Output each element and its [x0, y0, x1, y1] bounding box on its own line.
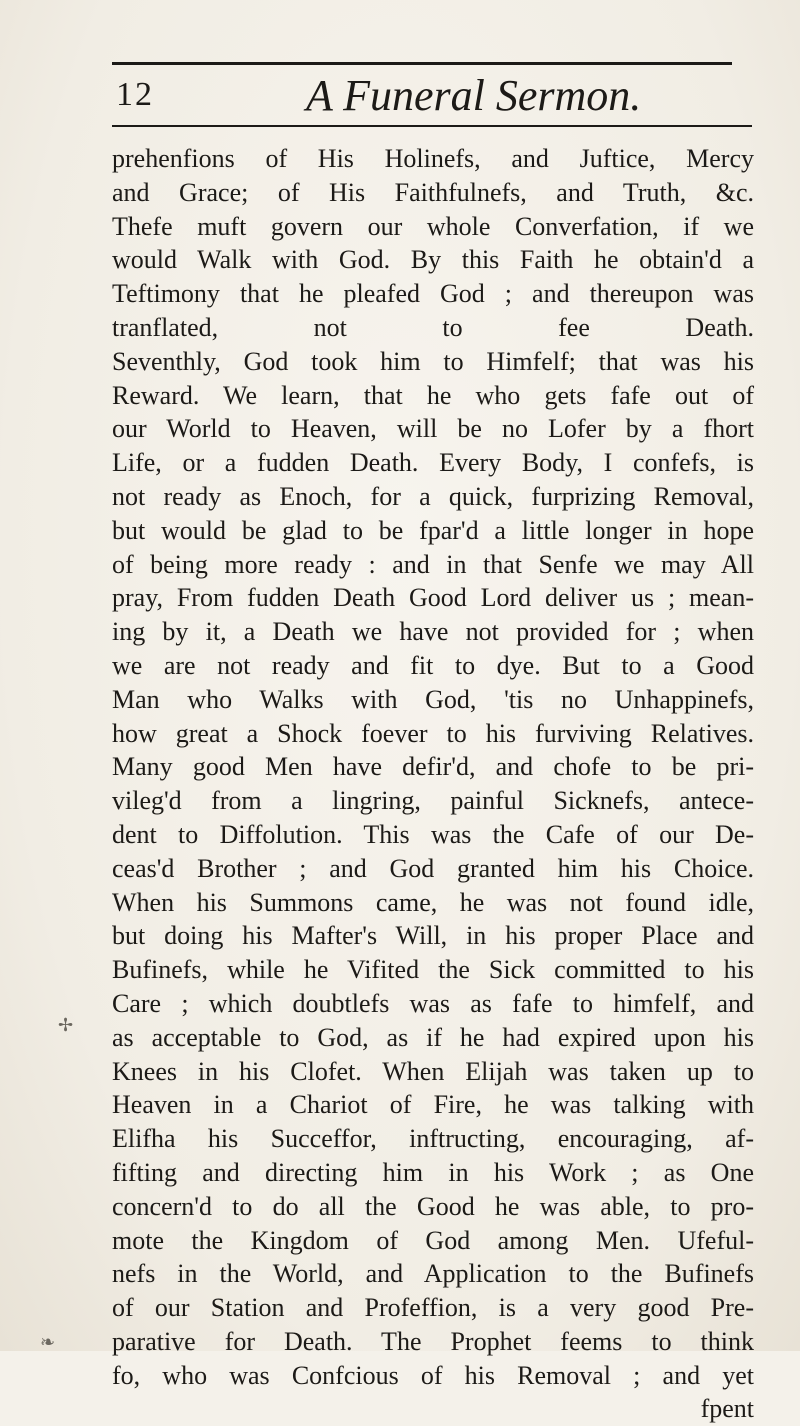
text-line: vileg'd from a lingring, painful Sicknefs, antece-: [112, 786, 754, 816]
text-line: Reward. We learn, that he who gets fafe out of: [112, 380, 754, 410]
text-line: of our Station and Profeffion, is a very good Pre-: [112, 1293, 754, 1323]
text-line: concern'd to do all the Good he was able, to pro-: [112, 1191, 754, 1221]
text-line: our World to Heaven, will be no Lofer by a fhort: [112, 414, 754, 444]
catchword: fpent: [700, 1394, 754, 1424]
text-line: Knees in his Clofet. When Elijah was taken up to: [112, 1056, 754, 1086]
text-line: nefs in the World, and Application to the Bufinefs: [112, 1259, 754, 1289]
page-header: [106, 64, 746, 124]
text-line: Seventhly, God took him to Himfelf; that was his: [112, 346, 754, 376]
text-line: ceas'd Brother ; and God granted him his Choice.: [112, 853, 754, 883]
text-line: Thefe muft govern our whole Converfation, if we: [112, 211, 754, 241]
text-line: Man who Walks with God, 'tis no Unhappinefs,: [112, 684, 754, 714]
text-line: how great a Shock foever to his furviving Relatives.: [112, 718, 754, 748]
text-line: but doing his Mafter's Will, in his proper Place and: [112, 921, 754, 951]
text-line: Heaven in a Chariot of Fire, he was talking with: [112, 1090, 754, 1120]
text-line: Bufinefs, while he Vifited the Sick committed to his: [112, 955, 754, 985]
text-line: pray, From fudden Death Good Lord deliver us ; mean-: [112, 583, 754, 613]
sermon-text: [112, 142, 754, 1426]
margin-mark: ✢: [58, 1015, 74, 1036]
header-rule-bottom: [112, 125, 752, 127]
text-line: would Walk with God. By this Faith he obtain'd a: [112, 245, 754, 275]
text-line: fo, who was Confcious of his Removal ; and yet: [112, 1360, 754, 1390]
text-line: Teftimony that he pleafed God ; and thereupon was: [112, 279, 754, 309]
text-line: When his Summons came, he was not found idle,: [112, 887, 754, 917]
page-number: 12: [116, 76, 154, 113]
text-line: not ready as Enoch, for a quick, furprizing Removal,: [112, 481, 754, 511]
margin-mark: ❧: [40, 1332, 56, 1353]
text-line: tranflated, not to fee Death.: [112, 312, 754, 342]
text-line: dent to Diffolution. This was the Cafe of our De-: [112, 819, 754, 849]
running-title: A Funeral Sermon.: [306, 71, 642, 120]
text-line: as acceptable to God, as if he had expired upon his: [112, 1022, 754, 1052]
text-line: prehenfions of His Holinefs, and Juftice, Mercy: [112, 144, 754, 173]
text-line: and Grace; of His Faithfulnefs, and Truth, &c.: [112, 177, 754, 207]
text-line: ing by it, a Death we have not provided for ; when: [112, 617, 754, 647]
text-line: Care ; which doubtlefs was as fafe to himfelf, and: [112, 988, 754, 1018]
text-line: Life, or a fudden Death. Every Body, I confefs, is: [112, 448, 754, 478]
text-line: Many good Men have defir'd, and chofe to be pri-: [112, 752, 754, 782]
text-line: Elifha his Succeffor, inftructing, encouraging, af-: [112, 1124, 754, 1154]
text-line: fifting and directing him in his Work ; as One: [112, 1157, 754, 1187]
text-line: we are not ready and fit to dye. But to a Good: [112, 650, 754, 680]
text-line: parative for Death. The Prophet feems to think: [112, 1326, 754, 1356]
text-line: of being more ready : and in that Senfe we may All: [112, 549, 754, 579]
text-line: mote the Kingdom of God among Men. Ufeful-: [112, 1225, 754, 1255]
text-line: but would be glad to be fpar'd a little longer in hope: [112, 515, 754, 545]
